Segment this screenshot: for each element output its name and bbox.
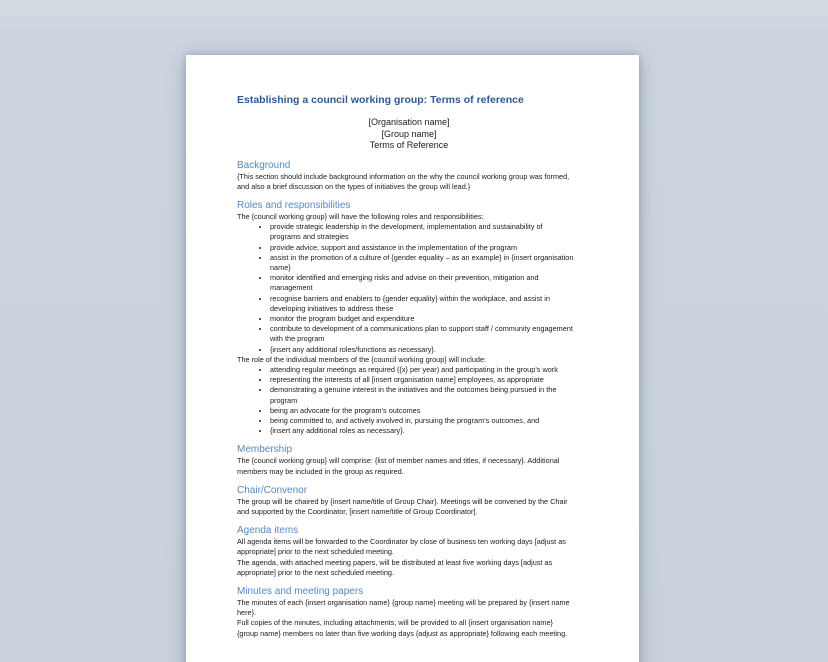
paragraph: The {council working group} will have the following roles and responsibilities:: [237, 211, 484, 221]
bullet-item: • contribute to development of a communications plan to support staff / community engagement with the program: [270, 324, 574, 344]
section-background: [237, 159, 581, 192]
paragraph: The minutes of each {insert organisation name} {group name} meeting will be prepared by {insert name here}.: [237, 598, 570, 618]
section-minutes-and-meeting-papers: [237, 585, 581, 639]
paragraph: The agenda, with attached meeting papers, will be distributed at least five working days [adjust as appropriate] prior to the next scheduled meeting.: [237, 557, 553, 577]
paragraph: All agenda items will be forwarded to the Coordinator by close of business ten working days [adjust as appropriate] prior to the next scheduled meeting.: [237, 537, 566, 557]
bullet-item: • representing the interests of all [insert organisation name] employees, as appropriate: [270, 375, 574, 385]
section-heading: Background: [237, 159, 291, 171]
bullet-item: • provide advice, support and assistance in the implementation of the program: [270, 243, 574, 253]
section-heading: Minutes and meeting papers: [237, 586, 364, 597]
bullet-item: • demonstrating a genuine interest in the initiatives and the outcomes being pursued in the program: [270, 385, 574, 405]
paragraph: {This section should include background information on the why the council working group was formed, and also a brief discussion on the types of initiatives the group will lead.}: [237, 171, 570, 191]
bullet-item: • attending regular meetings as required ({x} per year) and participating in the group’s work: [270, 365, 574, 375]
bullet-item: • monitor identified and emerging risks and advise on their prevention, mitigation and management: [270, 273, 574, 293]
section-heading: Roles and responsibilities: [237, 199, 351, 211]
section-agenda-items: [237, 524, 581, 578]
bullet-item: • provide strategic leadership in the development, implementation and sustainability of programs and strategies: [270, 222, 574, 242]
section-heading: Agenda items: [237, 525, 299, 537]
bullet-item: • being committed to, and actively involved in, pursuing the program’s outcomes, and: [270, 416, 574, 426]
bullet-list: [237, 222, 574, 355]
group-name-placeholder: [Group name]: [381, 128, 437, 139]
paragraph: Full copies of the minutes, including attachments, will be provided to all {insert organisation name} {group name} members no later than five working days {adjust as appropriate} following each meeting.: [237, 618, 568, 638]
section-heading: Membership: [237, 444, 293, 456]
bullet-list: [237, 365, 574, 436]
bullet-item: • monitor the program budget and expenditure: [270, 314, 574, 324]
section-heading: Chair/Convenor: [237, 484, 308, 496]
bullet-item: • {insert any additional roles/functions as necessary}.: [270, 345, 574, 355]
paragraph: The {council working group} will comprise: {list of member names and titles, if necessary}. Additional members may be included in the group as required.: [237, 456, 560, 476]
bullet-item: • assist in the promotion of a culture of {gender equality – as an example} in {insert organisation name}: [270, 253, 574, 273]
bullet-item: • recognise barriers and enablers to {gender equality} within the workplace, and assist in developing initiatives to address these: [270, 294, 574, 314]
document-page: [186, 55, 639, 662]
bullet-item: • {insert any additional roles as necessary}.: [270, 426, 574, 436]
terms-of-reference-label: Terms of Reference: [369, 140, 449, 150]
document-header-block: [237, 117, 581, 152]
organisation-name-placeholder: [Organisation name]: [368, 117, 450, 127]
bullet-item: • being an advocate for the program’s outcomes: [270, 406, 574, 416]
section-chair-convenor: [237, 484, 581, 517]
section-membership: [237, 443, 581, 476]
document-title: Establishing a council working group: Terms of reference: [237, 94, 524, 106]
paragraph: The role of the individual members of the {council working group} will include:: [237, 354, 487, 364]
section-roles-and-responsibilities: [237, 199, 581, 436]
paragraph: The group will be chaired by {insert name/title of Group Chair}. Meetings will be convened by the Chair and supported by the Coordinator, [insert name/title of Group Coordinator].: [237, 496, 568, 516]
